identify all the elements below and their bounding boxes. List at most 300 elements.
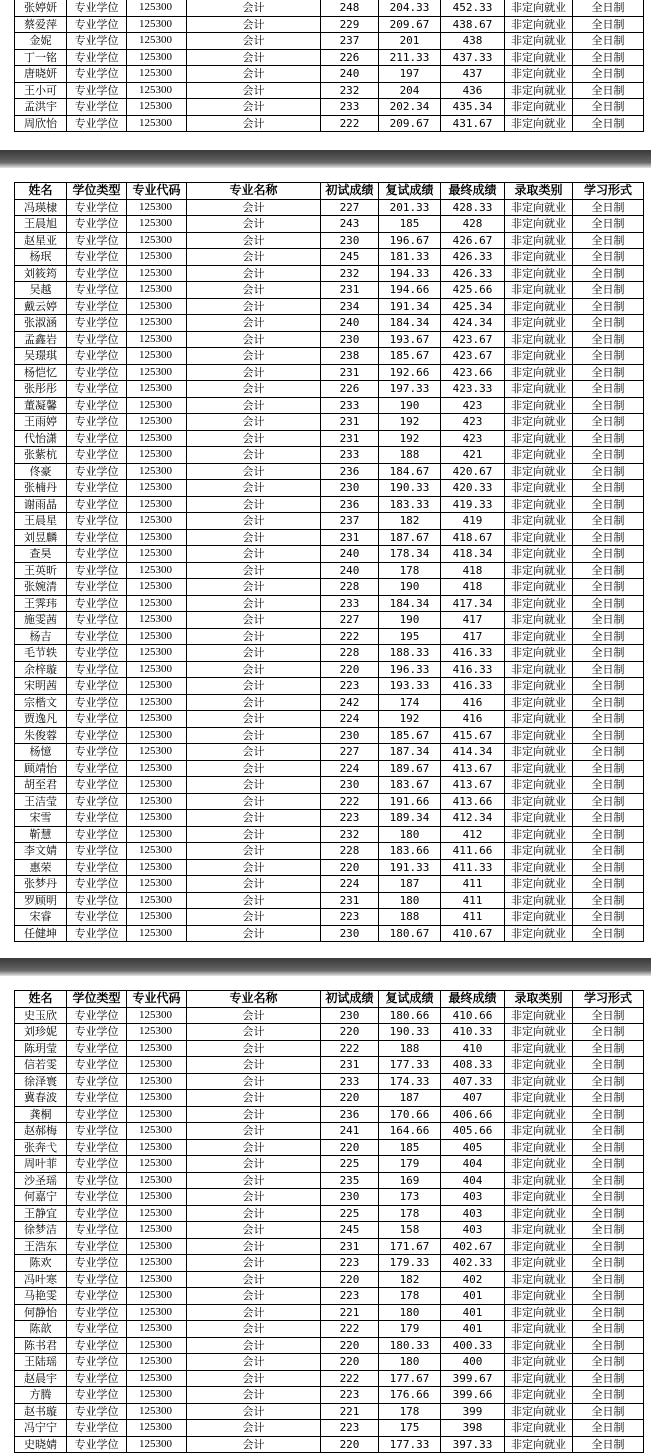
cell-final-score: 431.67	[441, 115, 505, 132]
cell-major-name: 会计	[187, 1139, 321, 1156]
cell-name: 马艳雯	[15, 1288, 67, 1305]
cell-name: 戴云婷	[15, 298, 67, 315]
cell-study-mode: 全日制	[573, 546, 644, 563]
cell-degree-type: 专业学位	[67, 694, 127, 711]
cell-degree-type: 专业学位	[67, 859, 127, 876]
cell-major-name: 会计	[187, 364, 321, 381]
cell-name: 任健坤	[15, 925, 67, 942]
cell-final-score: 416	[441, 694, 505, 711]
cell-admission-category: 非定向就业	[505, 727, 573, 744]
cell-final-score: 424.34	[441, 315, 505, 332]
cell-final-score: 413.67	[441, 760, 505, 777]
cell-degree-type: 专业学位	[67, 546, 127, 563]
table-row	[15, 793, 644, 810]
cell-degree-type: 专业学位	[67, 628, 127, 645]
cell-degree-type: 专业学位	[67, 1172, 127, 1189]
cell-initial-score: 224	[321, 711, 379, 728]
cell-retest-score: 184.67	[379, 463, 441, 480]
cell-admission-category: 非定向就业	[505, 82, 573, 99]
cell-final-score: 416	[441, 711, 505, 728]
table-header-row	[15, 991, 644, 1008]
cell-retest-score: 189.34	[379, 810, 441, 827]
cell-degree-type: 专业学位	[67, 876, 127, 893]
cell-degree-type: 专业学位	[67, 33, 127, 50]
header-major-code: 专业代码	[127, 183, 187, 200]
admission-table-2	[14, 182, 644, 942]
cell-initial-score: 240	[321, 562, 379, 579]
cell-final-score: 412.34	[441, 810, 505, 827]
cell-major-name: 会计	[187, 562, 321, 579]
cell-admission-category: 非定向就业	[505, 1288, 573, 1305]
table-row	[15, 1205, 644, 1222]
cell-final-score: 399.67	[441, 1370, 505, 1387]
cell-admission-category: 非定向就业	[505, 1139, 573, 1156]
cell-retest-score: 195	[379, 628, 441, 645]
cell-admission-category: 非定向就业	[505, 1321, 573, 1338]
cell-initial-score: 230	[321, 1007, 379, 1024]
cell-admission-category: 非定向就业	[505, 216, 573, 233]
cell-name: 张淑涵	[15, 315, 67, 332]
cell-major-code: 125300	[127, 348, 187, 365]
cell-major-code: 125300	[127, 1337, 187, 1354]
cell-study-mode: 全日制	[573, 1040, 644, 1057]
cell-final-score: 452.33	[441, 0, 505, 16]
cell-study-mode: 全日制	[573, 1337, 644, 1354]
cell-admission-category: 非定向就业	[505, 777, 573, 794]
cell-name: 查昊	[15, 546, 67, 563]
cell-final-score: 423	[441, 397, 505, 414]
cell-final-score: 438	[441, 33, 505, 50]
cell-study-mode: 全日制	[573, 298, 644, 315]
cell-admission-category: 非定向就业	[505, 1007, 573, 1024]
cell-major-name: 会计	[187, 595, 321, 612]
cell-major-name: 会计	[187, 16, 321, 33]
table-row	[15, 810, 644, 827]
cell-initial-score: 220	[321, 859, 379, 876]
cell-name: 刘珍妮	[15, 1024, 67, 1041]
cell-initial-score: 237	[321, 33, 379, 50]
cell-initial-score: 236	[321, 463, 379, 480]
cell-major-name: 会计	[187, 1040, 321, 1057]
cell-degree-type: 专业学位	[67, 1387, 127, 1404]
cell-major-name: 会计	[187, 99, 321, 116]
cell-name: 史玉欣	[15, 1007, 67, 1024]
cell-major-name: 会计	[187, 1007, 321, 1024]
cell-retest-score: 193.33	[379, 678, 441, 695]
cell-degree-type: 专业学位	[67, 397, 127, 414]
cell-initial-score: 220	[321, 1354, 379, 1371]
cell-final-score: 404	[441, 1172, 505, 1189]
table-row	[15, 265, 644, 282]
cell-degree-type: 专业学位	[67, 1090, 127, 1107]
cell-retest-score: 191.33	[379, 859, 441, 876]
cell-final-score: 401	[441, 1288, 505, 1305]
cell-major-code: 125300	[127, 661, 187, 678]
cell-major-name: 会计	[187, 876, 321, 893]
cell-admission-category: 非定向就业	[505, 760, 573, 777]
cell-admission-category: 非定向就业	[505, 579, 573, 596]
cell-admission-category: 非定向就业	[505, 463, 573, 480]
cell-degree-type: 专业学位	[67, 1354, 127, 1371]
cell-study-mode: 全日制	[573, 49, 644, 66]
table-row	[15, 1288, 644, 1305]
cell-final-score: 418.67	[441, 529, 505, 546]
cell-retest-score: 179.33	[379, 1255, 441, 1272]
cell-retest-score: 178	[379, 1403, 441, 1420]
cell-final-score: 401	[441, 1304, 505, 1321]
table-row	[15, 562, 644, 579]
table-row	[15, 447, 644, 464]
cell-final-score: 405	[441, 1139, 505, 1156]
cell-major-code: 125300	[127, 447, 187, 464]
cell-degree-type: 专业学位	[67, 480, 127, 497]
cell-admission-category: 非定向就业	[505, 480, 573, 497]
cell-final-score: 418	[441, 562, 505, 579]
cell-retest-score: 190	[379, 612, 441, 629]
cell-admission-category: 非定向就业	[505, 1172, 573, 1189]
cell-name: 贾逸凡	[15, 711, 67, 728]
cell-retest-score: 183.33	[379, 496, 441, 513]
cell-major-name: 会计	[187, 33, 321, 50]
cell-name: 徐梦洁	[15, 1222, 67, 1239]
cell-final-score: 437	[441, 66, 505, 83]
cell-final-score: 412	[441, 826, 505, 843]
cell-name: 杨吉	[15, 628, 67, 645]
cell-major-name: 会计	[187, 216, 321, 233]
cell-final-score: 408.33	[441, 1057, 505, 1074]
cell-name: 孟洪宇	[15, 99, 67, 116]
cell-major-name: 会计	[187, 1321, 321, 1338]
cell-initial-score: 226	[321, 381, 379, 398]
table-row	[15, 463, 644, 480]
cell-initial-score: 242	[321, 694, 379, 711]
cell-final-score: 423.67	[441, 348, 505, 365]
cell-admission-category: 非定向就业	[505, 364, 573, 381]
cell-final-score: 410	[441, 1040, 505, 1057]
cell-study-mode: 全日制	[573, 579, 644, 596]
cell-retest-score: 187	[379, 1090, 441, 1107]
cell-admission-category: 非定向就业	[505, 33, 573, 50]
cell-retest-score: 171.67	[379, 1238, 441, 1255]
cell-major-code: 125300	[127, 216, 187, 233]
cell-admission-category: 非定向就业	[505, 1156, 573, 1173]
cell-final-score: 435.34	[441, 99, 505, 116]
table-row	[15, 49, 644, 66]
cell-major-code: 125300	[127, 810, 187, 827]
header-retest-score: 复试成绩	[379, 183, 441, 200]
cell-initial-score: 231	[321, 430, 379, 447]
cell-degree-type: 专业学位	[67, 1255, 127, 1272]
cell-major-code: 125300	[127, 0, 187, 16]
cell-final-score: 437.33	[441, 49, 505, 66]
cell-retest-score: 180.66	[379, 1007, 441, 1024]
cell-study-mode: 全日制	[573, 447, 644, 464]
header-name: 姓名	[15, 991, 67, 1008]
cell-major-code: 125300	[127, 529, 187, 546]
cell-final-score: 423	[441, 414, 505, 431]
cell-name: 冯宁宁	[15, 1420, 67, 1437]
table-row	[15, 1304, 644, 1321]
cell-study-mode: 全日制	[573, 628, 644, 645]
cell-admission-category: 非定向就业	[505, 595, 573, 612]
cell-name: 王洁莹	[15, 793, 67, 810]
cell-retest-score: 173	[379, 1189, 441, 1206]
cell-study-mode: 全日制	[573, 1057, 644, 1074]
cell-name: 周欣怡	[15, 115, 67, 132]
cell-name: 朱俊蓉	[15, 727, 67, 744]
table-row	[15, 1139, 644, 1156]
cell-study-mode: 全日制	[573, 348, 644, 365]
cell-name: 沙圣瑶	[15, 1172, 67, 1189]
cell-major-name: 会计	[187, 49, 321, 66]
table-row	[15, 925, 644, 942]
cell-major-code: 125300	[127, 99, 187, 116]
cell-retest-score: 182	[379, 1271, 441, 1288]
cell-name: 刘筱筠	[15, 265, 67, 282]
cell-degree-type: 专业学位	[67, 909, 127, 926]
cell-final-score: 428	[441, 216, 505, 233]
cell-admission-category: 非定向就业	[505, 1403, 573, 1420]
cell-study-mode: 全日制	[573, 0, 644, 16]
cell-study-mode: 全日制	[573, 1420, 644, 1437]
cell-admission-category: 非定向就业	[505, 282, 573, 299]
cell-degree-type: 专业学位	[67, 315, 127, 332]
cell-major-name: 会计	[187, 1222, 321, 1239]
header-retest-score: 复试成绩	[379, 991, 441, 1008]
cell-retest-score: 196.33	[379, 661, 441, 678]
cell-name: 张楠丹	[15, 480, 67, 497]
cell-major-code: 125300	[127, 1222, 187, 1239]
cell-final-score: 426.67	[441, 232, 505, 249]
cell-admission-category: 非定向就业	[505, 876, 573, 893]
cell-degree-type: 专业学位	[67, 1205, 127, 1222]
cell-major-name: 会计	[187, 529, 321, 546]
cell-name: 毛节轶	[15, 645, 67, 662]
cell-name: 孟鑫岩	[15, 331, 67, 348]
header-initial-score: 初试成绩	[321, 991, 379, 1008]
cell-major-code: 125300	[127, 628, 187, 645]
cell-initial-score: 233	[321, 99, 379, 116]
cell-name: 宋明茜	[15, 678, 67, 695]
cell-major-code: 125300	[127, 546, 187, 563]
cell-major-name: 会计	[187, 1370, 321, 1387]
cell-major-code: 125300	[127, 381, 187, 398]
header-admission-category: 录取类别	[505, 183, 573, 200]
table-row	[15, 1189, 644, 1206]
cell-retest-score: 179	[379, 1156, 441, 1173]
cell-degree-type: 专业学位	[67, 612, 127, 629]
cell-major-name: 会计	[187, 265, 321, 282]
cell-retest-score: 187.67	[379, 529, 441, 546]
table-row	[15, 628, 644, 645]
cell-study-mode: 全日制	[573, 99, 644, 116]
cell-major-code: 125300	[127, 1189, 187, 1206]
cell-initial-score: 223	[321, 810, 379, 827]
cell-admission-category: 非定向就业	[505, 694, 573, 711]
cell-major-code: 125300	[127, 66, 187, 83]
header-degree-type: 学位类型	[67, 183, 127, 200]
cell-retest-score: 201	[379, 33, 441, 50]
cell-major-code: 125300	[127, 1090, 187, 1107]
cell-major-name: 会计	[187, 546, 321, 563]
cell-degree-type: 专业学位	[67, 826, 127, 843]
cell-admission-category: 非定向就业	[505, 1370, 573, 1387]
cell-admission-category: 非定向就业	[505, 381, 573, 398]
table-row	[15, 1106, 644, 1123]
cell-major-name: 会计	[187, 925, 321, 942]
cell-major-code: 125300	[127, 909, 187, 926]
table-row	[15, 1172, 644, 1189]
table-row	[15, 1337, 644, 1354]
cell-name: 张梦丹	[15, 876, 67, 893]
cell-final-score: 411	[441, 892, 505, 909]
cell-admission-category: 非定向就业	[505, 744, 573, 761]
cell-retest-score: 177.67	[379, 1370, 441, 1387]
cell-name: 何静怡	[15, 1304, 67, 1321]
cell-name: 冯叶寒	[15, 1271, 67, 1288]
cell-degree-type: 专业学位	[67, 711, 127, 728]
cell-name: 蔡爱萍	[15, 16, 67, 33]
table-row	[15, 430, 644, 447]
cell-degree-type: 专业学位	[67, 1436, 127, 1453]
cell-initial-score: 231	[321, 1238, 379, 1255]
page-segment-1	[0, 0, 651, 150]
cell-initial-score: 231	[321, 364, 379, 381]
cell-retest-score: 190.33	[379, 480, 441, 497]
cell-major-code: 125300	[127, 744, 187, 761]
cell-initial-score: 231	[321, 1057, 379, 1074]
table-row	[15, 513, 644, 530]
cell-study-mode: 全日制	[573, 892, 644, 909]
cell-initial-score: 223	[321, 1255, 379, 1272]
cell-major-name: 会计	[187, 711, 321, 728]
cell-degree-type: 专业学位	[67, 843, 127, 860]
cell-name: 吴越	[15, 282, 67, 299]
cell-retest-score: 192	[379, 711, 441, 728]
cell-study-mode: 全日制	[573, 1354, 644, 1371]
cell-name: 张奔弋	[15, 1139, 67, 1156]
cell-major-code: 125300	[127, 397, 187, 414]
cell-major-code: 125300	[127, 1238, 187, 1255]
cell-major-code: 125300	[127, 1073, 187, 1090]
cell-study-mode: 全日制	[573, 1222, 644, 1239]
cell-study-mode: 全日制	[573, 16, 644, 33]
cell-name: 靳慧	[15, 826, 67, 843]
cell-major-code: 125300	[127, 1403, 187, 1420]
cell-final-score: 401	[441, 1321, 505, 1338]
page-separator	[0, 150, 651, 168]
cell-admission-category: 非定向就业	[505, 1337, 573, 1354]
header-initial-score: 初试成绩	[321, 183, 379, 200]
cell-final-score: 406.66	[441, 1106, 505, 1123]
cell-retest-score: 188	[379, 1040, 441, 1057]
cell-name: 胡至君	[15, 777, 67, 794]
cell-initial-score: 230	[321, 727, 379, 744]
cell-degree-type: 专业学位	[67, 810, 127, 827]
cell-major-code: 125300	[127, 843, 187, 860]
cell-initial-score: 228	[321, 843, 379, 860]
cell-major-name: 会计	[187, 447, 321, 464]
cell-study-mode: 全日制	[573, 727, 644, 744]
cell-major-name: 会计	[187, 760, 321, 777]
cell-major-name: 会计	[187, 793, 321, 810]
cell-degree-type: 专业学位	[67, 115, 127, 132]
cell-name: 杨恺忆	[15, 364, 67, 381]
cell-degree-type: 专业学位	[67, 298, 127, 315]
cell-final-score: 428.33	[441, 199, 505, 216]
cell-initial-score: 232	[321, 82, 379, 99]
cell-study-mode: 全日制	[573, 1123, 644, 1140]
cell-initial-score: 221	[321, 1304, 379, 1321]
cell-admission-category: 非定向就业	[505, 612, 573, 629]
cell-major-name: 会计	[187, 397, 321, 414]
table-row	[15, 1354, 644, 1371]
cell-major-code: 125300	[127, 579, 187, 596]
header-final-score: 最终成绩	[441, 183, 505, 200]
cell-final-score: 410.66	[441, 1007, 505, 1024]
cell-major-code: 125300	[127, 760, 187, 777]
cell-final-score: 404	[441, 1156, 505, 1173]
cell-initial-score: 222	[321, 628, 379, 645]
cell-major-name: 会计	[187, 1090, 321, 1107]
admission-table-3	[14, 990, 644, 1453]
cell-final-score: 402	[441, 1271, 505, 1288]
cell-retest-score: 202.34	[379, 99, 441, 116]
cell-final-score: 403	[441, 1189, 505, 1206]
cell-major-name: 会计	[187, 1172, 321, 1189]
cell-study-mode: 全日制	[573, 1106, 644, 1123]
cell-initial-score: 223	[321, 1420, 379, 1437]
cell-major-name: 会计	[187, 1420, 321, 1437]
cell-major-code: 125300	[127, 315, 187, 332]
table-row	[15, 199, 644, 216]
cell-admission-category: 非定向就业	[505, 1222, 573, 1239]
cell-major-name: 会计	[187, 727, 321, 744]
cell-study-mode: 全日制	[573, 1255, 644, 1272]
cell-retest-score: 169	[379, 1172, 441, 1189]
cell-final-score: 423.33	[441, 381, 505, 398]
cell-retest-score: 170.66	[379, 1106, 441, 1123]
cell-major-name: 会计	[187, 1057, 321, 1074]
table-row	[15, 1271, 644, 1288]
table-row	[15, 348, 644, 365]
cell-retest-score: 177.33	[379, 1436, 441, 1453]
header-major-code: 专业代码	[127, 991, 187, 1008]
cell-major-code: 125300	[127, 1271, 187, 1288]
cell-study-mode: 全日制	[573, 925, 644, 942]
cell-admission-category: 非定向就业	[505, 232, 573, 249]
header-study-mode: 学习形式	[573, 183, 644, 200]
cell-name: 张婷妍	[15, 0, 67, 16]
cell-final-score: 402.67	[441, 1238, 505, 1255]
cell-major-code: 125300	[127, 1321, 187, 1338]
cell-initial-score: 241	[321, 1123, 379, 1140]
cell-admission-category: 非定向就业	[505, 826, 573, 843]
cell-admission-category: 非定向就业	[505, 49, 573, 66]
cell-final-score: 398	[441, 1420, 505, 1437]
cell-major-name: 会计	[187, 744, 321, 761]
cell-admission-category: 非定向就业	[505, 711, 573, 728]
cell-admission-category: 非定向就业	[505, 909, 573, 926]
cell-major-name: 会计	[187, 1337, 321, 1354]
table-row	[15, 777, 644, 794]
cell-study-mode: 全日制	[573, 1271, 644, 1288]
cell-degree-type: 专业学位	[67, 1288, 127, 1305]
cell-major-code: 125300	[127, 1288, 187, 1305]
cell-name: 赵郝梅	[15, 1123, 67, 1140]
cell-degree-type: 专业学位	[67, 579, 127, 596]
cell-major-name: 会计	[187, 348, 321, 365]
